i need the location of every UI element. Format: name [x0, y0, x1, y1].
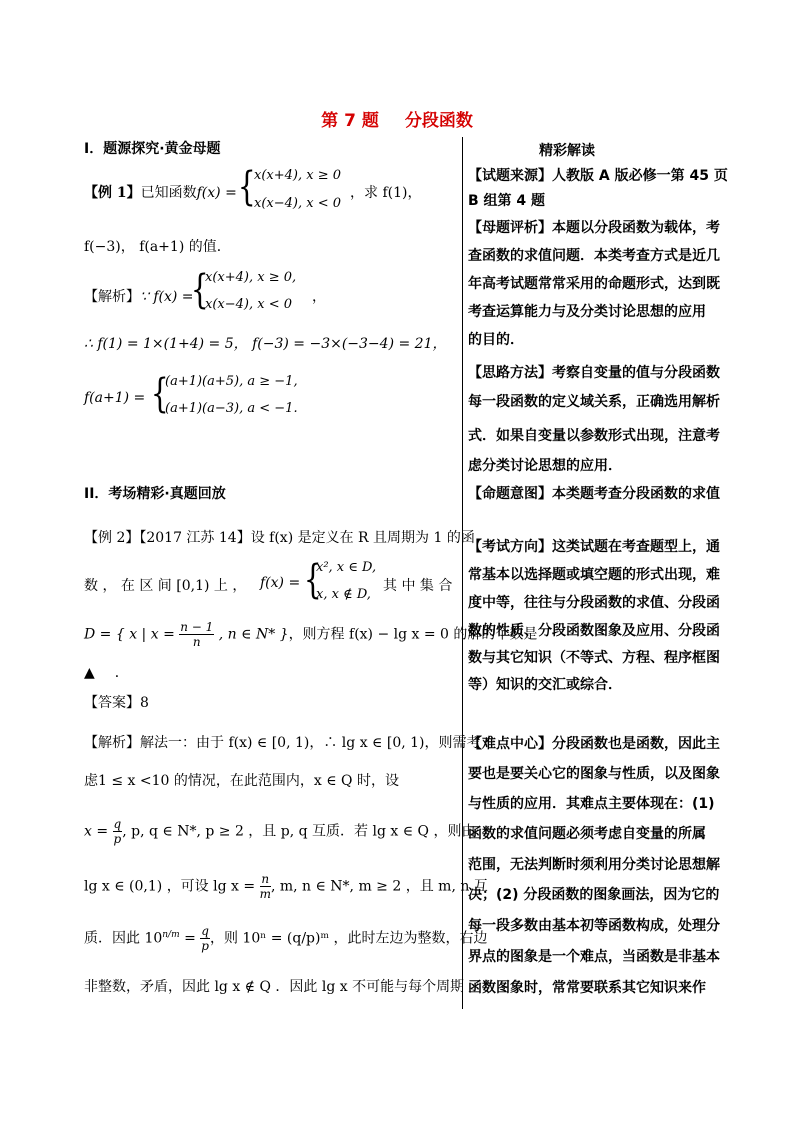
analysis-line3: 年高考试题常常采用的命题形式，达到既: [468, 276, 720, 292]
solution1-case2: x(x−4), x < 0: [205, 297, 292, 312]
example2-fx: f(x) =: [260, 575, 301, 591]
set-definition-start: D = { x | x =: [84, 626, 175, 643]
answer-blank-marker: ▲: [84, 665, 95, 681]
example2-case1: x², x ∈ D,: [316, 560, 377, 575]
difficulty-line1: 【难点中心】分段函数也是函数，因此主: [468, 736, 720, 752]
solution2-line6: 非整数，矛盾，因此 lg x ∉ Q ．因此 lg x 不可能与每个周期: [84, 979, 465, 995]
x-equals: x =: [84, 823, 109, 840]
solution2-line3-rest: , p, q ∈ N*, p ≥ 2 ，且 p, q 互质．若 lg x ∈ Q ，则由: [122, 823, 476, 840]
fraction-numerator: q: [113, 817, 122, 831]
solution1-line1: [84, 286, 194, 306]
solution2-line2: 虑1 ≤ x <10 的情况，在此范围内，x ∈ Q 时，设: [84, 773, 399, 789]
example2-brace: {: [303, 557, 322, 603]
answer-value: 8: [140, 695, 149, 711]
exponent-n-over-m: n/m: [162, 929, 180, 940]
direction-line5: 数与其它知识（不等式、方程、程序框图: [468, 650, 720, 666]
fraction-numerator: q: [201, 924, 209, 938]
problem-topic: 分段函数: [404, 111, 473, 131]
direction-line3: 度中等，往往与分段函数的求值、分段函: [468, 595, 720, 611]
direction-line6: 等）知识的交汇或综合．: [468, 677, 622, 693]
method-line3: 式．如果自变量以参数形式出现，注意考: [468, 428, 720, 444]
example1-fx: f(x) =: [196, 185, 237, 201]
problem-number: 第 7 题: [321, 111, 379, 131]
solution1-fa: f(a+1) =: [84, 390, 146, 406]
example2-case2: x, x ∉ D,: [316, 587, 371, 602]
solution2-line4-rest: , m, n ∈ N*, m ≥ 2 ，且 m, n 互: [270, 878, 488, 895]
method-line4: 虑分类讨论思想的应用．: [468, 458, 622, 474]
solution1-line2: ∴ f(1) = 1×(1+4) = 5， f(−3) = −3×(−3−4) = 21，: [84, 336, 447, 352]
direction-line4: 数的性质、分段函数图象及应用、分段函: [468, 623, 720, 639]
example1-intro-text: 已知函数: [140, 185, 197, 201]
example1-brace: {: [237, 164, 256, 210]
equals-sign: =: [179, 930, 196, 947]
direction-line2: 常基本以选择题或填空题的形式出现，难: [468, 567, 720, 583]
example2-line2a: 数 ， 在 区 间 [0,1) 上 ，: [84, 578, 247, 594]
difficulty-line5: 范围，无法判断时须利用分类讨论思想解: [468, 857, 720, 873]
solution2-line5: [84, 924, 488, 953]
difficulty-line6: 决；(2) 分段函数的图象画法，因为它的: [468, 887, 720, 903]
analysis-line2: 查函数的求值问题．本类考查方式是近几: [468, 248, 720, 264]
example2-line1: 【例 2】【2017 江苏 14】设 f(x) 是定义在 R 且周期为 1 的函: [84, 530, 475, 546]
example2-line2b: 其 中 集 合: [383, 578, 453, 594]
solution2-line5-start: 质．因此 10: [84, 930, 163, 947]
difficulty-line4: 函数的求值问题必须考虑自变量的所属: [468, 826, 706, 842]
q-over-p-fraction-2: [200, 924, 210, 953]
solution2-line5-rest: ，则 10ⁿ = (q/p)ᵐ ，此时左边为整数，右边: [209, 930, 488, 947]
set-definition-end: , n ∈ N* }: [218, 626, 289, 643]
q-over-p-fraction: [113, 817, 123, 846]
analysis-line1: 【母题评析】本题以分段函数为载体，考: [468, 220, 720, 236]
equation-question: ，则方程 f(x) − lg x = 0 的解的个数是: [288, 626, 538, 643]
solution2-line3: [84, 817, 475, 846]
method-line1: 【思路方法】考察自变量的值与分段函数: [468, 365, 720, 381]
set-fraction: [179, 620, 214, 649]
solution1-fx: ∵ f(x) =: [140, 289, 194, 305]
example1-case2: x(x−4), x < 0: [254, 196, 341, 211]
section1-heading: I．题源探究·黄金母题: [84, 141, 221, 157]
solution1-comma: ，: [312, 289, 326, 305]
solution2-line1: 【解析】解法一：由于 f(x) ∈ [0, 1)，∴ lg x ∈ [0, 1)，则需考: [84, 735, 481, 751]
solution1-fa-brace: {: [150, 371, 169, 417]
fraction-numerator: n: [261, 872, 270, 886]
example1-case1: x(x+4), x ≥ 0: [254, 168, 341, 183]
difficulty-line8: 界点的图象是一个难点，当函数是非基本: [468, 949, 720, 965]
solution1-brace: {: [190, 267, 209, 313]
example1-tag: 【例 1】: [84, 185, 141, 201]
section2-heading: II．考场精彩·真题回放: [84, 486, 226, 502]
answer-line: [84, 692, 149, 712]
solution1-case1: x(x+4), x ≥ 0,: [205, 270, 297, 285]
example1-ask: ，求 f(1)，: [350, 185, 422, 201]
fraction-denominator: p: [113, 832, 122, 846]
difficulty-line3: 与性质的应用．其难点主要体现在：(1): [468, 796, 715, 812]
solution1-tag: 【解析】: [84, 289, 140, 305]
example1-ask2: f(−3)， f(a+1) 的值．: [84, 239, 231, 255]
example2-blank-line: [84, 662, 129, 682]
difficulty-line9: 函数图象时，常常要联系其它知识来作: [468, 980, 706, 996]
solution2-line4-start: lg x ∈ (0,1) ，可设 lg x =: [84, 878, 256, 895]
difficulty-line7: 每一段多数由基本初等函数构成，处理分: [468, 918, 720, 934]
source-line2: B 组第 4 题: [468, 193, 546, 209]
analysis-line5: 的目的．: [468, 332, 524, 348]
page-title: [0, 106, 794, 131]
right-heading: 精彩解读: [539, 143, 595, 159]
solution1-fa-case2: (a+1)(a−3), a < −1.: [165, 401, 298, 416]
solution2-line4: [84, 872, 488, 901]
n-over-m-fraction: [260, 872, 271, 901]
set-fraction-numerator: n − 1: [180, 620, 214, 634]
intent-line: 【命题意图】本类题考查分段函数的求值: [468, 486, 720, 502]
source-line1: 【试题来源】人教版 A 版必修一第 45 页: [468, 168, 728, 184]
difficulty-line2: 要也是要关心它的图象与性质，以及图象: [468, 766, 720, 782]
direction-line1: 【考试方向】这类试题在考查题型上，通: [468, 539, 720, 555]
example1-intro: [84, 182, 237, 202]
answer-tag: 【答案】: [84, 695, 140, 711]
set-fraction-denominator: n: [192, 635, 201, 649]
method-line2: 每一段函数的定义域关系，正确选用解析: [468, 394, 720, 410]
analysis-line4: 考查运算能力与及分类讨论思想的应用: [468, 304, 706, 320]
answer-blank-end: ．: [114, 665, 129, 681]
solution1-fa-case1: (a+1)(a+5), a ≥ −1,: [165, 374, 298, 389]
fraction-denominator: m: [259, 887, 271, 901]
fraction-denominator: p: [201, 939, 209, 953]
